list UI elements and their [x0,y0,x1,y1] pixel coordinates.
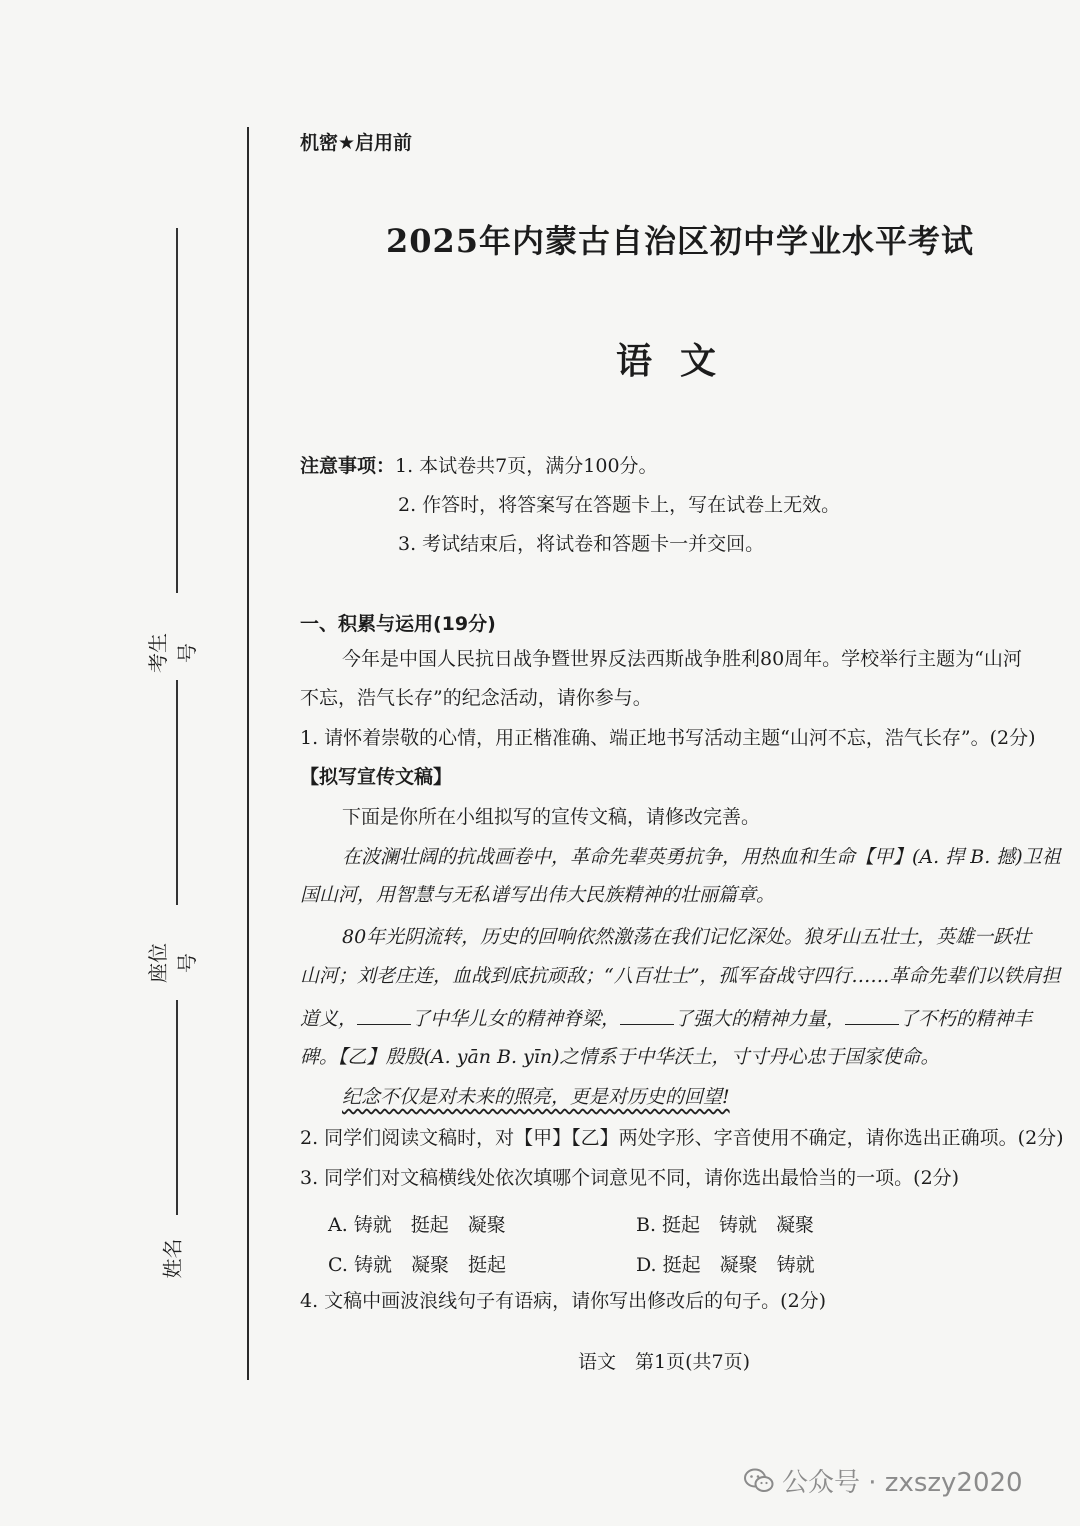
question-2: 2. 同学们阅读文稿时，对【甲】【乙】两处字形、字音使用不确定，请你选出正确项。(2分) [300,1127,1064,1149]
notice-item: 3. 考试结束后，将试卷和答题卡一并交回。 [398,533,765,555]
option-d: D. 挺起 凝聚 铸就 [636,1254,815,1276]
draft-line-with-blanks [300,1008,1032,1029]
wavy-sentence [342,1088,730,1107]
watermark-text: 公众号 · zxszy2020 [782,1468,1023,1498]
draft-fragment: 道义， [300,1008,358,1030]
draft-fragment: 了强大的精神力量， [674,1008,846,1030]
notice-label: 注意事项： [300,455,396,477]
option-c: C. 铸就 凝聚 挺起 [328,1254,506,1276]
name-label: 姓名 [160,1238,185,1279]
draft-line: 山河；刘老庄连，血战到底抗顽敌；“八百壮士”，孤军奋战守四行……革命先辈们以铁肩担 [300,965,1061,987]
draft-fragment: 了中华儿女的精神脊梁， [411,1008,621,1030]
fill-blank [845,1008,899,1025]
option-a: A. 铸就 挺起 凝聚 [328,1214,506,1236]
notice-item: 1. 本试卷共7页，满分100分。 [395,455,658,477]
fill-blank [357,1008,411,1025]
notice-line-1 [300,457,658,476]
section-title: 一、积累与运用(19分) [300,613,496,635]
subject-title: 语文 [615,340,744,382]
draft-line: 在波澜壮阔的抗战画卷中，革命先辈英勇抗争，用热血和生命【甲】(A. 捍 B. 撼)卫祖 [342,846,1061,868]
question-1: 1. 请怀着崇敬的心情，用正楷准确、端正地书写活动主题“山河不忘，浩气长存”。(2分) [300,727,1036,749]
seat-no-label: 座位号 [146,943,199,983]
draft-line: 国山河，用智慧与无私谱写出伟大民族精神的壮丽篇章。 [300,884,776,906]
exam-no-label: 考生号 [146,633,199,673]
draft-line: 80年光阴流转，历史的回响依然激荡在我们记忆深处。狼牙山五壮士，英雄一跃壮 [342,926,1032,948]
seat-no-fill-line [176,680,178,905]
question-3: 3. 同学们对文稿横线处依次填哪个词意见不同，请你选出最恰当的一项。(2分) [300,1167,960,1189]
page-footer: 语文 第1页(共7页) [578,1351,751,1373]
confidential-mark: 机密★启用前 [300,132,413,154]
name-fill-line [176,1000,178,1215]
exam-title: 2025年内蒙古自治区初中学业水平考试 [385,222,975,260]
wavy-underlined-text: 纪念不仅是对未来的照亮，更是对历史的回望! [342,1086,730,1108]
intro-line: 不忘，浩气长存”的纪念活动，请你参与。 [300,687,652,709]
binding-margin-line [247,127,249,1380]
question-4: 4. 文稿中画波浪线句子有语病，请你写出修改后的句子。(2分) [300,1290,827,1312]
draft-line: 碑。【乙】殷殷(A. yān B. yīn)之情系于中华沃土，寸寸丹心忠于国家使命。 [300,1046,940,1068]
wechat-icon [744,1468,774,1494]
exam-no-fill-line [176,228,178,593]
notice-item: 2. 作答时，将答案写在答题卡上，写在试卷上无效。 [398,494,841,516]
draft-fragment: 了不朽的精神丰 [899,1008,1033,1030]
task-title: 【拟写宣传文稿】 [300,766,453,788]
fill-blank [620,1008,674,1025]
option-b: B. 挺起 铸就 凝聚 [636,1214,815,1236]
intro-line: 今年是中国人民抗日战争暨世界反法西斯战争胜利80周年。学校举行主题为“山河 [342,648,1022,670]
task-intro: 下面是你所在小组拟写的宣传文稿，请修改完善。 [342,806,761,828]
